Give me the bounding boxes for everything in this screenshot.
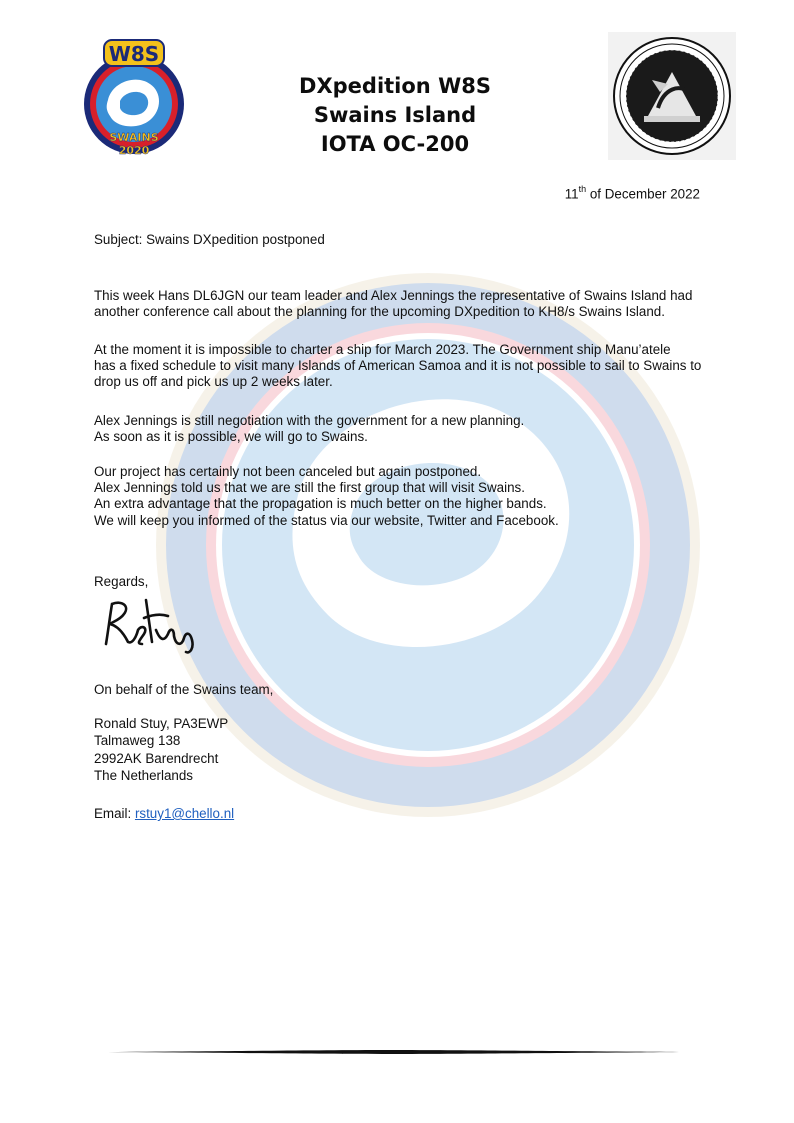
date-suffix: th: [578, 184, 587, 194]
date-rest: of December 2022: [586, 186, 700, 202]
paragraph-line: drop us off and pick us up 2 weeks later.: [94, 374, 333, 390]
paragraph-line: As soon as it is possible, we will go to Swains.: [94, 429, 368, 445]
paragraph-4: [94, 464, 706, 529]
paragraph-line: has a fixed schedule to visit many Islands of American Samoa and it is not possible to sail to Swains to: [94, 358, 702, 374]
logo-year-text: 2020: [118, 144, 150, 157]
letter-title: [230, 72, 560, 159]
closing-regards: Regards,: [94, 574, 149, 589]
sender-address: [94, 715, 228, 785]
footer-divider: [108, 1049, 686, 1055]
email-line: [94, 806, 234, 821]
title-line-3: IOTA OC-200: [320, 132, 470, 156]
logo-swains-text: SWAINS: [109, 131, 159, 144]
paragraph-line: Our project has certainly not been canceled but again postponed.: [94, 464, 482, 479]
address-line: Ronald Stuy, PA3EWP: [94, 716, 229, 731]
paragraph-line: Alex Jennings is still negotiation with the government for a new planning.: [94, 413, 525, 428]
paragraph-line: This week Hans DL6JGN our team leader and Alex Jennings the representative of Swains Island had: [94, 288, 693, 303]
american-samoa-seal: [608, 32, 736, 160]
paragraph-line: An extra advantage that the propagation is much better on the higher bands.: [94, 496, 547, 512]
handwritten-signature: [98, 594, 208, 656]
address-line: The Netherlands: [94, 768, 193, 784]
paragraph-line: Alex Jennings told us that we are still the first group that will visit Swains.: [94, 480, 525, 496]
date-day: 11: [564, 186, 579, 202]
paragraph-line: another conference call about the planning for the upcoming DXpedition to KH8/s Swains Island.: [94, 304, 665, 320]
email-label: Email:: [94, 806, 135, 821]
address-line: Talmaweg 138: [94, 733, 181, 749]
title-line-2: Swains Island: [313, 103, 477, 127]
on-behalf-line: On behalf of the Swains team,: [94, 682, 274, 697]
title-line-1: DXpedition W8S: [299, 74, 491, 98]
paragraph-line: We will keep you informed of the status via our website, Twitter and Facebook.: [94, 512, 559, 528]
paragraph-3: [94, 413, 706, 445]
address-line: 2992AK Barendrecht: [94, 750, 219, 766]
paragraph-2: [94, 342, 706, 391]
email-link[interactable]: rstuy1@chello.nl: [134, 806, 235, 821]
letter-subject: Subject: Swains DXpedition postponed: [94, 232, 325, 247]
paragraph-line: At the moment it is impossible to charter a ship for March 2023. The Government ship Manu’atele: [94, 342, 671, 357]
paragraph-1: [94, 288, 706, 320]
letter-date: [500, 185, 700, 201]
logo-w8s-text: W8S: [108, 42, 160, 66]
w8s-logo: [82, 38, 186, 158]
